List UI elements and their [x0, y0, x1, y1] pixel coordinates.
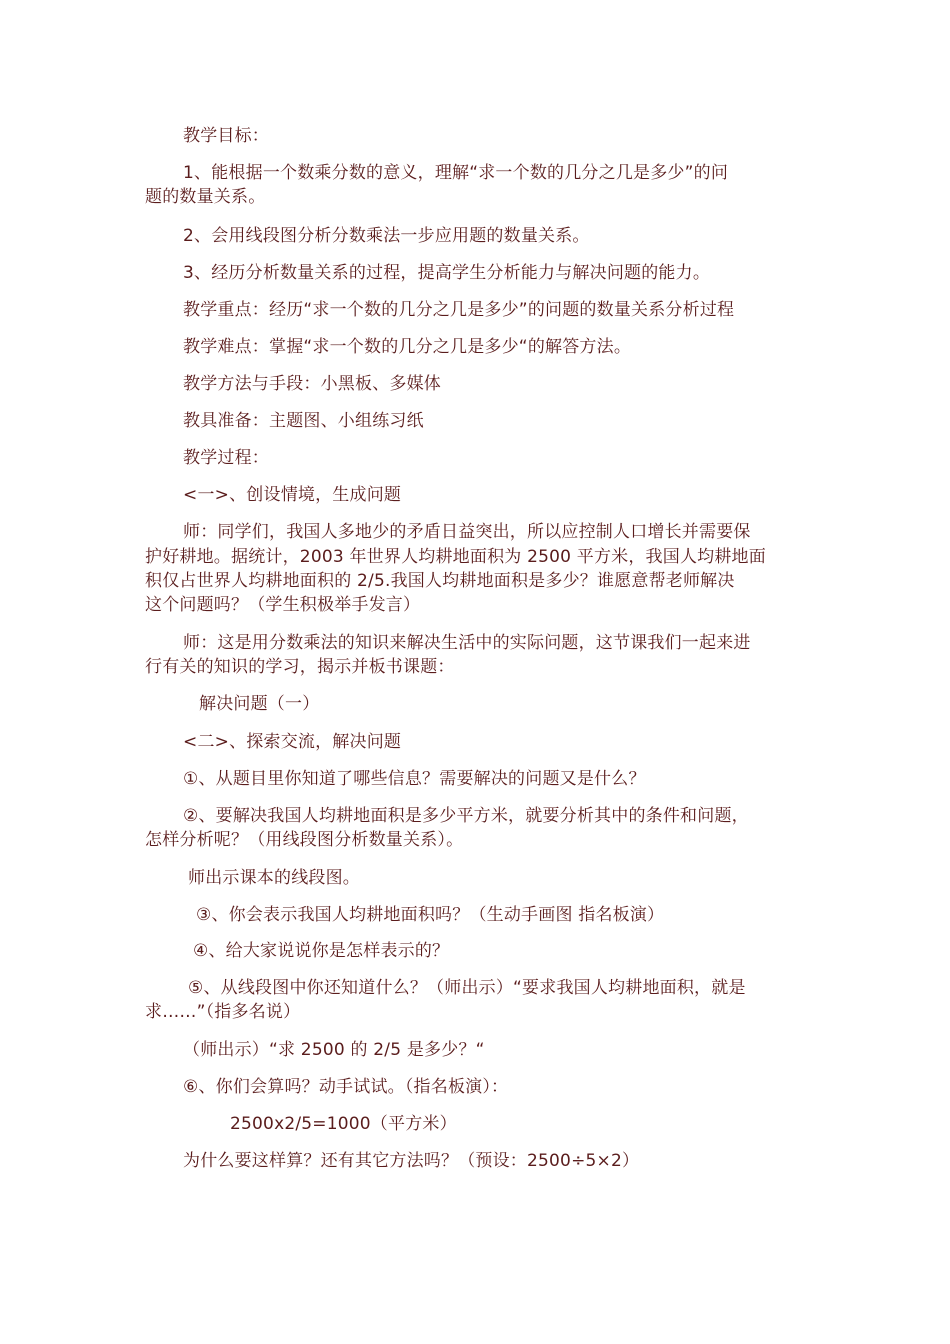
section-2-heading: <二>、探索交流，解决问题: [183, 732, 402, 752]
objective-2: 2、会用线段图分析分数乘法一步应用题的数量关系。: [183, 226, 590, 246]
section-1-heading: <一>、创设情境，生成问题: [183, 485, 402, 505]
question-1: ①、从题目里你知道了哪些信息？需要解决的问题又是什么？: [183, 769, 646, 789]
question-5-line-2: 求……”（指多名说）: [145, 1002, 301, 1022]
paragraph-1-line-2: 护好耕地。据统计，2003 年世界人均耕地面积为 2500 平方米，我国人均耕地面: [145, 547, 766, 567]
process-heading: 教学过程：: [183, 448, 269, 468]
question-5-line-1: ⑤、从线段图中你还知道什么？（师出示）“要求我国人均耕地面积，就是: [188, 978, 746, 998]
teaching-aids: 教具准备：主题图、小组练习纸: [183, 411, 424, 431]
difficult-point: 教学难点：掌握“求一个数的几分之几是多少“的解答方法。: [183, 337, 632, 357]
teaching-methods: 教学方法与手段：小黑板、多媒体: [183, 374, 441, 394]
objective-1-line-1: 1、能根据一个数乘分数的意义，理解“求一个数的几分之几是多少”的问: [183, 163, 729, 183]
objective-1-line-2: 题的数量关系。: [145, 187, 266, 207]
lesson-topic: 解决问题（一）: [199, 694, 320, 714]
question-2-line-1: ②、要解决我国人均耕地面积是多少平方米，就要分析其中的条件和问题，: [183, 806, 749, 826]
key-point: 教学重点：经历“求一个数的几分之几是多少”的问题的数量关系分析过程: [183, 300, 735, 320]
objective-3: 3、经历分析数量关系的过程，提高学生分析能力与解决问题的能力。: [183, 263, 711, 283]
paragraph-1-line-4: 这个问题吗？（学生积极举手发言）: [145, 595, 421, 615]
paragraph-2-line-1: 师：这是用分数乘法的知识来解决生活中的实际问题，这节课我们一起来进: [183, 633, 751, 653]
teacher-shows-diagram: 师出示课本的线段图。: [188, 868, 360, 888]
paragraph-2-line-2: 行有关的知识的学习，揭示并板书课题：: [145, 657, 455, 677]
paragraph-1-line-3: 积仅占世界人均耕地面积的 2/5.我国人均耕地面积是多少？谁愿意帮老师解决: [145, 571, 735, 591]
objectives-heading: 教学目标：: [183, 126, 269, 146]
question-3: ③、你会表示我国人均耕地面积吗？（生动手画图 指名板演）: [196, 905, 665, 925]
question-6: ⑥、你们会算吗？动手试试。（指名板演）：: [183, 1077, 509, 1097]
paragraph-1-line-1: 师：同学们，我国人多地少的矛盾日益突出，所以应控制人口增长并需要保: [183, 522, 751, 542]
teacher-shows-question: （师出示）“求 2500 的 2/5 是多少？“: [183, 1040, 485, 1060]
why-question: 为什么要这样算？还有其它方法吗？（预设：2500÷5×2）: [183, 1151, 640, 1171]
calculation: 2500x2/5=1000（平方米）: [230, 1114, 457, 1134]
question-2-line-2: 怎样分析呢？（用线段图分析数量关系）。: [145, 830, 464, 850]
question-4: ④、给大家说说你是怎样表示的？: [193, 941, 450, 961]
